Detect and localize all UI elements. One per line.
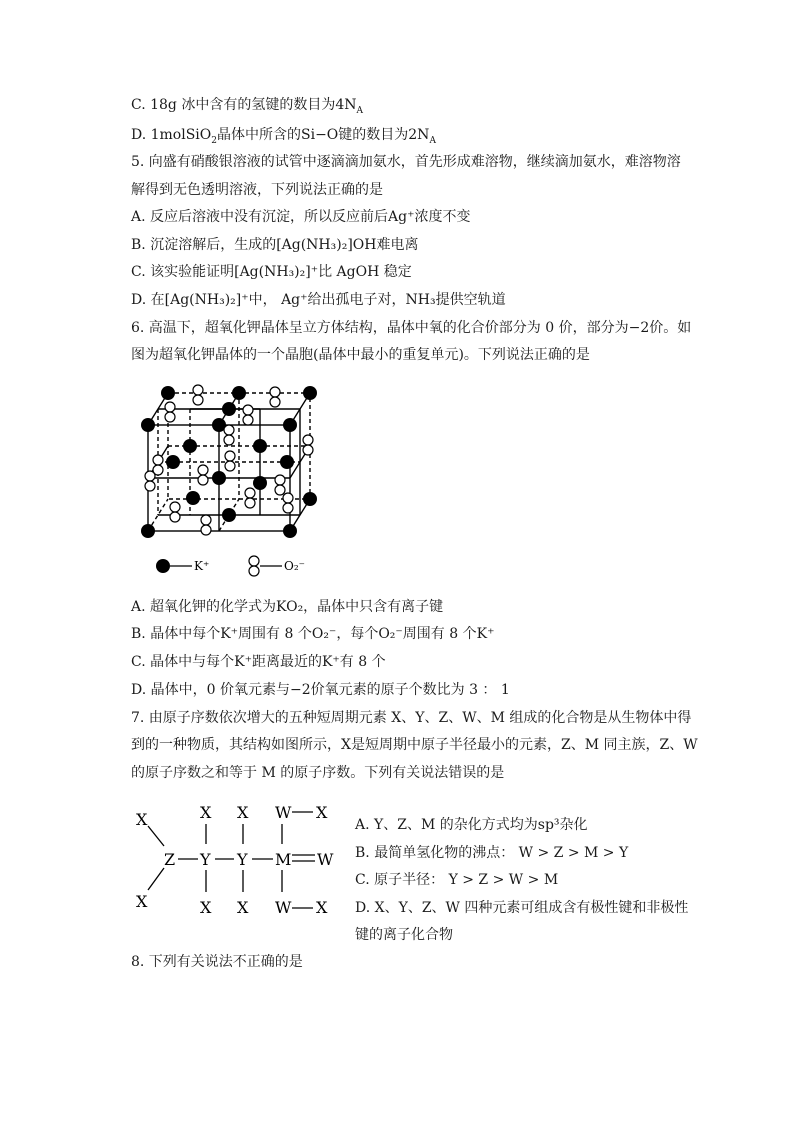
q6-option-a: A. 超氧化钾的化学式为KO₂，晶体中只含有离子键	[131, 599, 444, 615]
svg-text:X: X	[237, 898, 249, 916]
svg-text:M: M	[275, 850, 292, 869]
q7-stem-3: 的原子序数之和等于 M 的原子序数。下列有关说法错误的是	[131, 765, 505, 781]
q7-stem-2: 到的一种物质，其结构如图所示，X是短周期中原子半径最小的元素，Z、M 同主族，Z、W	[131, 737, 698, 753]
svg-text:W: W	[275, 898, 292, 916]
q5-stem-2: 解得到无色透明溶液，下列说法正确的是	[131, 182, 383, 198]
q6-stem-2: 图为超氧化钾晶体的一个晶胞(晶体中最小的重复单元)。下列说法正确的是	[131, 347, 590, 363]
svg-text:X: X	[200, 898, 212, 916]
ko2-unit-cell-figure	[130, 375, 330, 585]
q5-stem-1: 5. 向盛有硝酸银溶液的试管中逐滴滴加氨水，首先形成难溶物，继续滴加氨水，难溶物溶	[131, 154, 681, 170]
q6-option-b: B. 晶体中每个K⁺周围有 8 个O₂⁻，每个O₂⁻周围有 8 个K⁺	[131, 626, 495, 642]
q7-stem-1: 7. 由原子序数依次增大的五种短周期元素 X、Y、Z、W、M 组成的化合物是从生物体中得	[131, 710, 692, 726]
svg-text:W: W	[275, 803, 292, 822]
q4-option-d: D. 1molSiO$_2$晶体中所含的Si−O键的数目为$2N_A$	[131, 127, 436, 146]
legend-o-label: O₂⁻	[284, 559, 305, 573]
svg-text:X: X	[200, 803, 212, 822]
q6-option-d: D. 晶体中，0 价氧元素与−2价氧元素的原子个数比为 3 ： 1	[131, 682, 510, 698]
svg-text:Y: Y	[237, 850, 248, 869]
svg-text:X: X	[316, 898, 328, 916]
q8-stem: 8. 下列有关说法不正确的是	[131, 954, 303, 970]
svg-text:X: X	[237, 803, 249, 822]
svg-text:W: W	[317, 850, 334, 869]
legend-k-label: K⁺	[194, 559, 210, 573]
q6-option-c: C. 晶体中与每个K⁺距离最近的K⁺有 8 个	[131, 654, 386, 670]
svg-text:Z: Z	[164, 850, 176, 869]
q7-option-d-1: D. X、Y、Z、W 四种元素可组成含有极性键和非极性	[355, 900, 689, 916]
q5-option-b: B. 沉淀溶解后，生成的[Ag(NH₃)₂]OH难电离	[131, 237, 419, 253]
compound-structure-figure	[130, 798, 345, 916]
q7-option-b: B. 最简单氢化物的沸点： W > Z > M > Y	[355, 845, 629, 861]
q5-option-a: A. 反应后溶液中没有沉淀，所以反应前后Ag⁺浓度不变	[131, 209, 471, 225]
q7-option-d-2: 键的离子化合物	[355, 927, 453, 943]
q4-option-c: C. 18g 冰中含有的氢键的数目为$4N_A$	[131, 97, 363, 116]
q5-option-c: C. 该实验能证明[Ag(NH₃)₂]⁺比 AgOH 稳定	[131, 264, 412, 280]
q6-stem-1: 6. 高温下，超氧化钾晶体呈立方体结构，晶体中氧的化合价部分为 0 价，部分为−2价。如	[131, 320, 692, 336]
q5-option-d: D. 在[Ag(NH₃)₂]⁺中， Ag⁺给出孤电子对，NH₃提供空轨道	[131, 292, 506, 308]
svg-text:X: X	[316, 803, 328, 822]
svg-text:Y: Y	[200, 850, 211, 869]
q7-option-a: A. Y、Z、M 的杂化方式均为sp³杂化	[355, 817, 588, 833]
svg-text:X: X	[136, 810, 148, 829]
q7-option-c: C. 原子半径： Y > Z > W > M	[355, 872, 559, 888]
svg-text:X: X	[136, 892, 148, 911]
